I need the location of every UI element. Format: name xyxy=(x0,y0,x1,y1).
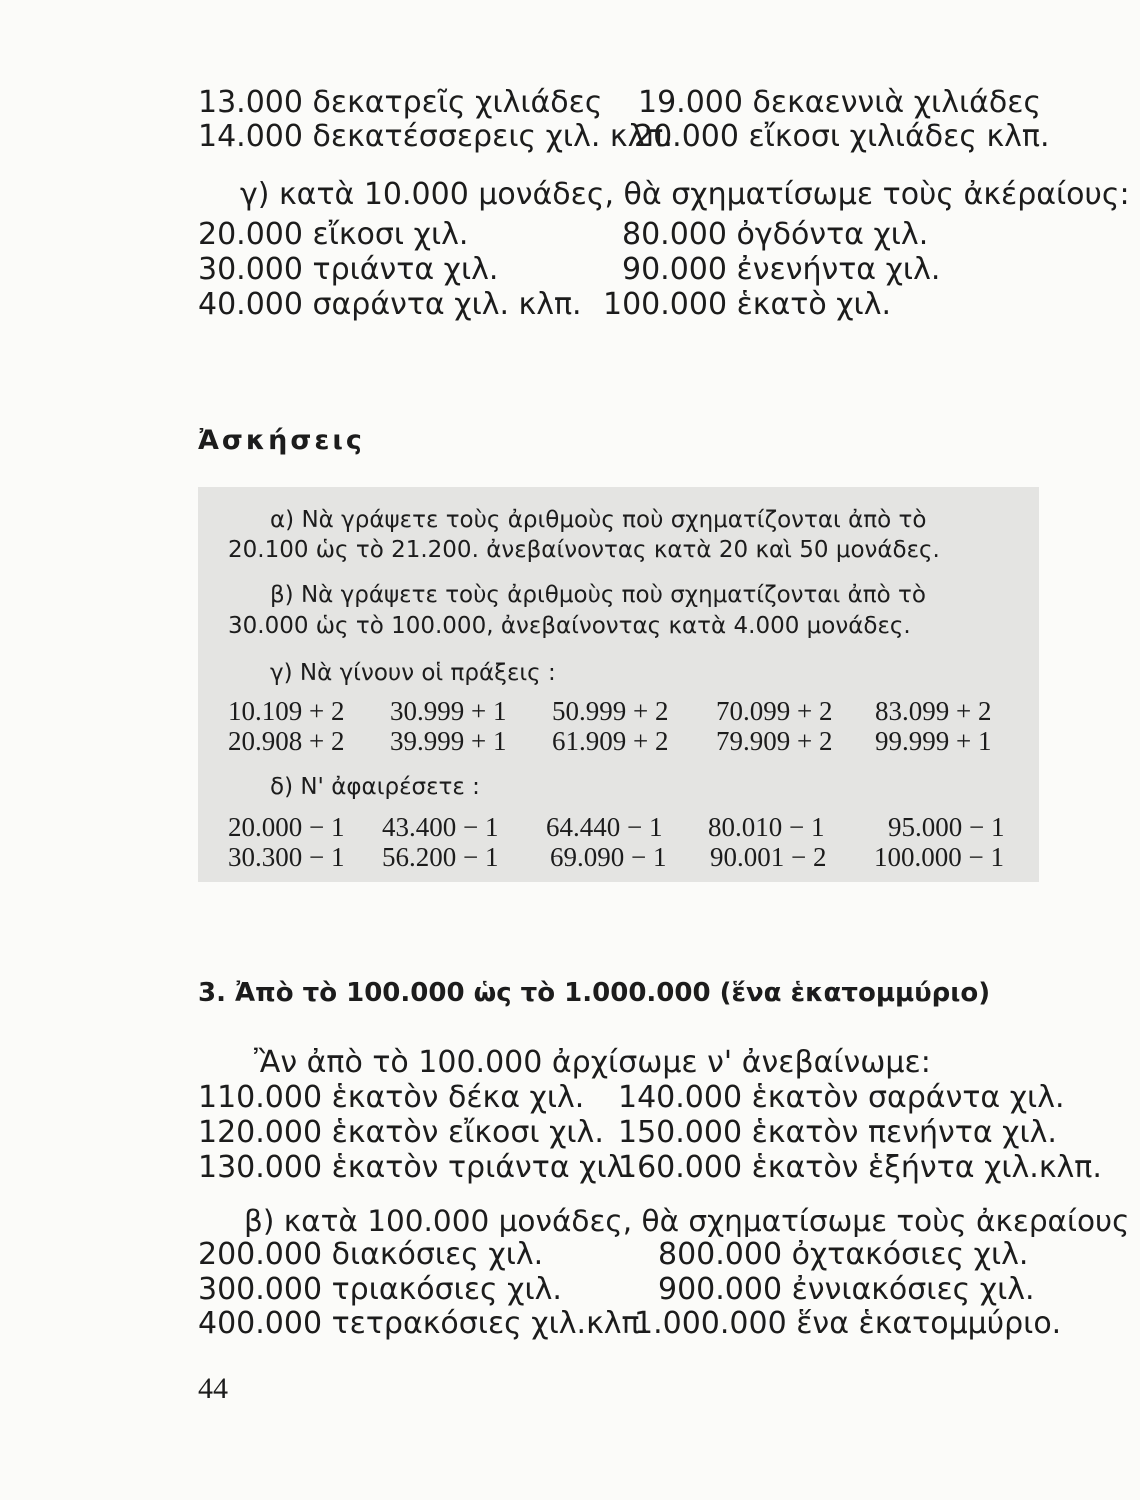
addition-cell: 39.999 + 1 xyxy=(390,726,507,756)
exercises-heading: Ἀσκήσεις xyxy=(198,425,365,456)
subtraction-cell: 56.200 − 1 xyxy=(382,842,499,872)
top-list-row-1-left: 13.000 δεκατρεῖς χιλιάδες xyxy=(198,85,603,120)
addition-cell: 70.099 + 2 xyxy=(716,696,833,726)
subtraction-cell: 95.000 − 1 xyxy=(888,812,1005,842)
page-number: 44 xyxy=(198,1372,228,1405)
list-b-row-2-left: 300.000 τριακόσιες χιλ. xyxy=(198,1272,562,1307)
subtraction-cell: 43.400 − 1 xyxy=(382,812,499,842)
addition-cell: 20.908 + 2 xyxy=(228,726,345,756)
tens-row-2-left: 30.000 τριάντα χιλ. xyxy=(198,252,499,287)
subtraction-cell: 69.090 − 1 xyxy=(550,842,667,872)
addition-cell: 83.099 + 2 xyxy=(875,696,992,726)
section-3-intro: Ἂν ἀπὸ τὸ 100.000 ἀρχίσωμε ν' ἀνεβαίνωμε: xyxy=(254,1045,931,1080)
tens-row-1-right: 80.000 ὀγδόντα χιλ. xyxy=(622,217,929,252)
exercise-beta-line-1: β) Νὰ γράψετε τοὺς ἀριθμοὺς ποὺ σχηματίζονται ἀπὸ τὸ xyxy=(270,582,926,608)
list-a-row-1-right: 140.000 ἑκατὸν σαράντα χιλ. xyxy=(618,1080,1065,1115)
tens-row-1-left: 20.000 εἴκοσι χιλ. xyxy=(198,217,469,252)
exercise-beta-line-2: 30.000 ὡς τὸ 100.000, ἀνεβαίνοντας κατὰ 4.000 μονάδες. xyxy=(228,613,911,639)
subtraction-cell: 90.001 − 2 xyxy=(710,842,827,872)
section-3-title: 3. Ἀπὸ τὸ 100.000 ὡς τὸ 1.000.000 (ἕνα ἑκατομμύριο) xyxy=(198,978,991,1008)
exercise-gamma: γ) Νὰ γίνουν οἱ πράξεις : xyxy=(270,660,556,686)
subtraction-cell: 64.440 − 1 xyxy=(546,812,663,842)
list-b-row-2-right: 900.000 ἐννιακόσιες χιλ. xyxy=(658,1272,1035,1307)
list-b-row-3-left: 400.000 τετρακόσιες χιλ.κλπ. xyxy=(198,1306,650,1341)
addition-cell: 10.109 + 2 xyxy=(228,696,345,726)
list-a-row-3-left: 130.000 ἑκατὸν τριάντα χιλ. xyxy=(198,1150,634,1185)
subtraction-cell: 100.000 − 1 xyxy=(874,842,1004,872)
exercise-alpha-line-2: 20.100 ὡς τὸ 21.200. ἀνεβαίνοντας κατὰ 20 καὶ 50 μονάδες. xyxy=(228,537,940,563)
top-list-row-2-left: 14.000 δεκατέσσερεις χιλ. κλπ. xyxy=(198,119,673,154)
beta-intro: β) κατὰ 100.000 μονάδες, θὰ σχηματίσωμε τοὺς ἀκεραίους xyxy=(244,1204,1130,1238)
subtraction-cell: 20.000 − 1 xyxy=(228,812,345,842)
list-a-row-2-right: 150.000 ἑκατὸν πενήντα χιλ. xyxy=(618,1115,1057,1150)
list-a-row-1-left: 110.000 ἑκατὸν δέκα χιλ. xyxy=(198,1080,585,1115)
list-a-row-2-left: 120.000 ἑκατὸν εἴκοσι χιλ. xyxy=(198,1115,604,1150)
addition-cell: 99.999 + 1 xyxy=(875,726,992,756)
addition-cell: 61.909 + 2 xyxy=(552,726,669,756)
list-b-row-3-right: 1.000.000 ἕνα ἑκατομμύριο. xyxy=(634,1306,1062,1341)
top-list-row-2-right: 20.000 εἴκοσι χιλιάδες κλπ. xyxy=(634,119,1050,154)
addition-cell: 50.999 + 2 xyxy=(552,696,669,726)
addition-cell: 30.999 + 1 xyxy=(390,696,507,726)
subtraction-cell: 30.300 − 1 xyxy=(228,842,345,872)
subtraction-cell: 80.010 − 1 xyxy=(708,812,825,842)
list-a-row-3-right: 160.000 ἑκατὸν ἑξήντα χιλ.κλπ. xyxy=(618,1150,1102,1185)
tens-row-2-right: 90.000 ἐνενήντα χιλ. xyxy=(622,252,941,287)
exercise-alpha-line-1: α) Νὰ γράψετε τοὺς ἀριθμοὺς ποὺ σχηματίζονται ἀπὸ τὸ xyxy=(270,507,927,533)
addition-cell: 79.909 + 2 xyxy=(716,726,833,756)
top-list-row-1-right: 19.000 δεκαεννιὰ χιλιάδες xyxy=(638,85,1042,120)
list-b-row-1-right: 800.000 ὀχτακόσιες χιλ. xyxy=(658,1237,1029,1272)
tens-row-3-right: 100.000 ἑκατὸ χιλ. xyxy=(603,287,891,322)
exercise-delta: δ) Ν' ἀφαιρέσετε : xyxy=(270,774,480,800)
tens-row-3-left: 40.000 σαράντα χιλ. κλπ. xyxy=(198,287,582,322)
gamma-intro: γ) κατὰ 10.000 μονάδες, θὰ σχηματίσωμε τοὺς ἀκέραίους: xyxy=(240,177,1130,212)
list-b-row-1-left: 200.000 διακόσιες χιλ. xyxy=(198,1237,544,1272)
